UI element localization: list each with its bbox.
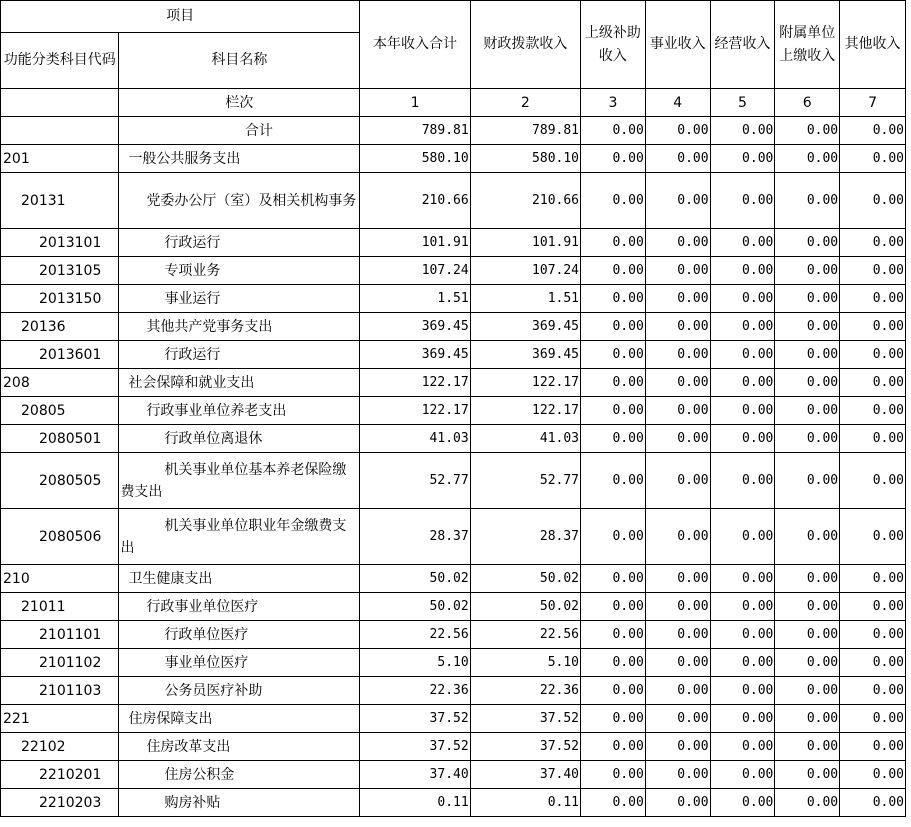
amount-cell: 0.00 xyxy=(840,649,906,677)
amount-cell: 0.00 xyxy=(710,173,775,229)
table-body xyxy=(1,1,906,817)
column-index-label: 栏次 xyxy=(119,89,360,117)
amount-cell: 0.00 xyxy=(840,229,906,257)
table-row xyxy=(1,789,906,817)
amount-cell: 0.00 xyxy=(775,397,840,425)
amount-cell: 369.45 xyxy=(360,313,470,341)
function-code-cell: 21011 xyxy=(1,593,119,621)
amount-cell: 22.36 xyxy=(360,677,470,705)
table-row xyxy=(1,285,906,313)
amount-cell: 0.00 xyxy=(645,621,710,649)
amount-cell: 101.91 xyxy=(470,229,580,257)
subject-name-header: 科目名称 xyxy=(119,33,360,89)
subject-name-cell: 行政事业单位养老支出 xyxy=(119,397,360,425)
amount-cell: 37.52 xyxy=(360,705,470,733)
other-income-header: 其他收入 xyxy=(840,1,906,89)
amount-cell: 369.45 xyxy=(470,313,580,341)
table-row xyxy=(1,509,906,565)
table-row xyxy=(1,705,906,733)
superior-subsidy-header: 上级补助收入 xyxy=(581,1,646,89)
subject-name-cell: 购房补贴 xyxy=(119,789,360,817)
amount-cell: 122.17 xyxy=(360,369,470,397)
function-code-cell: 2101101 xyxy=(1,621,119,649)
table-row xyxy=(1,677,906,705)
table-row xyxy=(1,229,906,257)
amount-cell: 0.00 xyxy=(840,621,906,649)
amount-cell: 0.00 xyxy=(840,677,906,705)
amount-cell: 0.00 xyxy=(775,733,840,761)
table-row xyxy=(1,369,906,397)
amount-cell: 0.00 xyxy=(581,593,646,621)
column-index-code-cell xyxy=(1,89,119,117)
amount-cell: 52.77 xyxy=(360,453,470,509)
subject-name-cell: 公务员医疗补助 xyxy=(119,677,360,705)
subject-name-cell: 合计 xyxy=(119,117,360,145)
amount-cell: 0.00 xyxy=(645,761,710,789)
amount-cell: 210.66 xyxy=(360,173,470,229)
column-number: 6 xyxy=(775,89,840,117)
column-number: 4 xyxy=(645,89,710,117)
amount-cell: 0.00 xyxy=(775,145,840,173)
amount-cell: 580.10 xyxy=(470,145,580,173)
column-index-row xyxy=(1,89,906,117)
subject-name-cell: 事业单位医疗 xyxy=(119,649,360,677)
amount-cell: 41.03 xyxy=(470,425,580,453)
amount-cell: 0.00 xyxy=(840,705,906,733)
amount-cell: 0.00 xyxy=(581,145,646,173)
amount-cell: 0.00 xyxy=(581,789,646,817)
function-code-cell: 221 xyxy=(1,705,119,733)
operating-income-header: 经营收入 xyxy=(710,1,775,89)
function-code-cell: 210 xyxy=(1,565,119,593)
amount-cell: 0.00 xyxy=(775,117,840,145)
subject-name-cell: 行政运行 xyxy=(119,229,360,257)
amount-cell: 0.00 xyxy=(581,285,646,313)
amount-cell: 50.02 xyxy=(360,565,470,593)
amount-cell: 0.00 xyxy=(581,733,646,761)
amount-cell: 0.00 xyxy=(840,257,906,285)
amount-cell: 0.00 xyxy=(710,677,775,705)
amount-cell: 0.00 xyxy=(645,789,710,817)
amount-cell: 0.00 xyxy=(645,117,710,145)
amount-cell: 0.11 xyxy=(360,789,470,817)
amount-cell: 0.00 xyxy=(581,369,646,397)
column-number: 2 xyxy=(470,89,580,117)
amount-cell: 37.40 xyxy=(360,761,470,789)
amount-cell: 0.00 xyxy=(775,565,840,593)
amount-cell: 0.00 xyxy=(775,509,840,565)
function-code-cell: 2080506 xyxy=(1,509,119,565)
function-code-cell: 2013105 xyxy=(1,257,119,285)
amount-cell: 0.00 xyxy=(645,341,710,369)
column-number: 5 xyxy=(710,89,775,117)
function-code-cell: 20131 xyxy=(1,173,119,229)
amount-cell: 0.00 xyxy=(775,369,840,397)
subject-name-cell: 住房公积金 xyxy=(119,761,360,789)
table-row xyxy=(1,173,906,229)
subject-name-cell: 行政运行 xyxy=(119,341,360,369)
amount-cell: 0.00 xyxy=(645,509,710,565)
amount-cell: 37.52 xyxy=(470,733,580,761)
amount-cell: 0.00 xyxy=(710,369,775,397)
amount-cell: 0.00 xyxy=(645,733,710,761)
amount-cell: 0.00 xyxy=(645,677,710,705)
function-code-cell: 2101103 xyxy=(1,677,119,705)
function-code-header: 功能分类科目代码 xyxy=(1,33,119,89)
amount-cell: 0.00 xyxy=(710,733,775,761)
amount-cell: 0.00 xyxy=(710,705,775,733)
amount-cell: 0.00 xyxy=(710,341,775,369)
amount-cell: 0.00 xyxy=(775,313,840,341)
subject-name-cell: 机关事业单位职业年金缴费支出 xyxy=(119,509,360,565)
amount-cell: 0.00 xyxy=(840,425,906,453)
subject-name-cell: 专项业务 xyxy=(119,257,360,285)
table-row xyxy=(1,621,906,649)
amount-cell: 0.00 xyxy=(840,593,906,621)
amount-cell: 0.00 xyxy=(710,229,775,257)
amount-cell: 0.00 xyxy=(581,173,646,229)
amount-cell: 1.51 xyxy=(470,285,580,313)
amount-cell: 50.02 xyxy=(470,565,580,593)
total-income-header: 本年收入合计 xyxy=(360,1,470,89)
amount-cell: 0.00 xyxy=(645,649,710,677)
column-number: 1 xyxy=(360,89,470,117)
amount-cell: 0.00 xyxy=(840,285,906,313)
amount-cell: 28.37 xyxy=(470,509,580,565)
amount-cell: 37.52 xyxy=(470,705,580,733)
amount-cell: 0.00 xyxy=(775,229,840,257)
amount-cell: 0.00 xyxy=(581,397,646,425)
table-row xyxy=(1,761,906,789)
table-row xyxy=(1,649,906,677)
amount-cell: 0.00 xyxy=(710,593,775,621)
amount-cell: 0.00 xyxy=(645,453,710,509)
amount-cell: 0.00 xyxy=(581,313,646,341)
amount-cell: 0.00 xyxy=(710,397,775,425)
amount-cell: 0.00 xyxy=(775,705,840,733)
function-code-cell: 208 xyxy=(1,369,119,397)
amount-cell: 0.00 xyxy=(840,313,906,341)
column-number: 3 xyxy=(581,89,646,117)
function-code-cell xyxy=(1,117,119,145)
subject-name-cell: 社会保障和就业支出 xyxy=(119,369,360,397)
subject-name-cell: 行政事业单位医疗 xyxy=(119,593,360,621)
amount-cell: 122.17 xyxy=(470,397,580,425)
amount-cell: 37.40 xyxy=(470,761,580,789)
amount-cell: 0.00 xyxy=(581,453,646,509)
function-code-cell: 2210201 xyxy=(1,761,119,789)
amount-cell: 22.36 xyxy=(470,677,580,705)
table-row xyxy=(1,453,906,509)
amount-cell: 101.91 xyxy=(360,229,470,257)
amount-cell: 0.00 xyxy=(840,733,906,761)
table-row xyxy=(1,565,906,593)
amount-cell: 0.00 xyxy=(645,565,710,593)
amount-cell: 0.00 xyxy=(581,761,646,789)
amount-cell: 5.10 xyxy=(360,649,470,677)
amount-cell: 1.51 xyxy=(360,285,470,313)
fiscal-allocation-header: 财政拨款收入 xyxy=(470,1,580,89)
amount-cell: 0.00 xyxy=(710,145,775,173)
amount-cell: 789.81 xyxy=(470,117,580,145)
amount-cell: 52.77 xyxy=(470,453,580,509)
table-row xyxy=(1,313,906,341)
function-code-cell: 201 xyxy=(1,145,119,173)
table-row xyxy=(1,397,906,425)
amount-cell: 0.00 xyxy=(581,649,646,677)
amount-cell: 0.00 xyxy=(645,285,710,313)
amount-cell: 0.00 xyxy=(775,453,840,509)
function-code-cell: 2080505 xyxy=(1,453,119,509)
business-income-header: 事业收入 xyxy=(645,1,710,89)
function-code-cell: 22102 xyxy=(1,733,119,761)
amount-cell: 0.00 xyxy=(840,789,906,817)
amount-cell: 0.00 xyxy=(840,173,906,229)
amount-cell: 0.00 xyxy=(840,145,906,173)
amount-cell: 0.00 xyxy=(581,705,646,733)
amount-cell: 22.56 xyxy=(360,621,470,649)
function-code-cell: 20805 xyxy=(1,397,119,425)
amount-cell: 0.00 xyxy=(645,257,710,285)
amount-cell: 0.00 xyxy=(840,565,906,593)
amount-cell: 369.45 xyxy=(470,341,580,369)
amount-cell: 789.81 xyxy=(360,117,470,145)
amount-cell: 0.00 xyxy=(645,369,710,397)
amount-cell: 5.10 xyxy=(470,649,580,677)
function-code-cell: 2013101 xyxy=(1,229,119,257)
table-row xyxy=(1,257,906,285)
amount-cell: 0.00 xyxy=(645,705,710,733)
subject-name-cell: 住房改革支出 xyxy=(119,733,360,761)
amount-cell: 22.56 xyxy=(470,621,580,649)
amount-cell: 0.00 xyxy=(775,761,840,789)
item-header: 项目 xyxy=(1,1,360,33)
amount-cell: 0.00 xyxy=(840,453,906,509)
amount-cell: 0.00 xyxy=(645,173,710,229)
amount-cell: 107.24 xyxy=(360,257,470,285)
subject-name-cell: 机关事业单位基本养老保险缴费支出 xyxy=(119,453,360,509)
subject-name-cell: 行政单位医疗 xyxy=(119,621,360,649)
amount-cell: 0.00 xyxy=(581,425,646,453)
amount-cell: 0.11 xyxy=(470,789,580,817)
amount-cell: 0.00 xyxy=(581,229,646,257)
subject-name-cell: 党委办公厅（室）及相关机构事务 xyxy=(119,173,360,229)
function-code-cell: 2210203 xyxy=(1,789,119,817)
amount-cell: 0.00 xyxy=(775,789,840,817)
amount-cell: 0.00 xyxy=(775,621,840,649)
table-row xyxy=(1,593,906,621)
amount-cell: 0.00 xyxy=(775,285,840,313)
table-row xyxy=(1,145,906,173)
header-row-top xyxy=(1,1,906,33)
amount-cell: 0.00 xyxy=(645,145,710,173)
amount-cell: 0.00 xyxy=(710,285,775,313)
amount-cell: 0.00 xyxy=(710,117,775,145)
amount-cell: 0.00 xyxy=(840,397,906,425)
amount-cell: 0.00 xyxy=(581,565,646,593)
amount-cell: 0.00 xyxy=(645,229,710,257)
subject-name-cell: 卫生健康支出 xyxy=(119,565,360,593)
amount-cell: 107.24 xyxy=(470,257,580,285)
amount-cell: 0.00 xyxy=(840,341,906,369)
amount-cell: 0.00 xyxy=(581,621,646,649)
amount-cell: 0.00 xyxy=(710,509,775,565)
amount-cell: 0.00 xyxy=(645,593,710,621)
subject-name-cell: 事业运行 xyxy=(119,285,360,313)
amount-cell: 0.00 xyxy=(581,677,646,705)
amount-cell: 0.00 xyxy=(710,453,775,509)
column-number: 7 xyxy=(840,89,906,117)
function-code-cell: 2080501 xyxy=(1,425,119,453)
amount-cell: 0.00 xyxy=(840,509,906,565)
table-row xyxy=(1,341,906,369)
amount-cell: 37.52 xyxy=(360,733,470,761)
amount-cell: 369.45 xyxy=(360,341,470,369)
function-code-cell: 20136 xyxy=(1,313,119,341)
amount-cell: 0.00 xyxy=(710,649,775,677)
function-code-cell: 2101102 xyxy=(1,649,119,677)
amount-cell: 0.00 xyxy=(645,313,710,341)
amount-cell: 122.17 xyxy=(470,369,580,397)
amount-cell: 0.00 xyxy=(710,425,775,453)
amount-cell: 28.37 xyxy=(360,509,470,565)
amount-cell: 122.17 xyxy=(360,397,470,425)
amount-cell: 0.00 xyxy=(581,117,646,145)
amount-cell: 0.00 xyxy=(581,341,646,369)
amount-cell: 0.00 xyxy=(775,173,840,229)
amount-cell: 0.00 xyxy=(710,313,775,341)
amount-cell: 0.00 xyxy=(775,593,840,621)
amount-cell: 0.00 xyxy=(581,509,646,565)
amount-cell: 0.00 xyxy=(840,369,906,397)
amount-cell: 0.00 xyxy=(581,257,646,285)
amount-cell: 41.03 xyxy=(360,425,470,453)
amount-cell: 0.00 xyxy=(775,649,840,677)
subject-name-cell: 住房保障支出 xyxy=(119,705,360,733)
amount-cell: 210.66 xyxy=(470,173,580,229)
amount-cell: 0.00 xyxy=(775,677,840,705)
amount-cell: 0.00 xyxy=(840,761,906,789)
amount-cell: 0.00 xyxy=(710,621,775,649)
table-row xyxy=(1,425,906,453)
subject-name-cell: 行政单位离退休 xyxy=(119,425,360,453)
table-row xyxy=(1,733,906,761)
amount-cell: 50.02 xyxy=(360,593,470,621)
affiliated-income-header: 附属单位上缴收入 xyxy=(775,1,840,89)
subject-name-cell: 一般公共服务支出 xyxy=(119,145,360,173)
amount-cell: 0.00 xyxy=(710,789,775,817)
amount-cell: 0.00 xyxy=(840,117,906,145)
amount-cell: 0.00 xyxy=(775,425,840,453)
subject-name-cell: 其他共产党事务支出 xyxy=(119,313,360,341)
amount-cell: 0.00 xyxy=(645,397,710,425)
amount-cell: 580.10 xyxy=(360,145,470,173)
amount-cell: 50.02 xyxy=(470,593,580,621)
amount-cell: 0.00 xyxy=(710,257,775,285)
function-code-cell: 2013601 xyxy=(1,341,119,369)
amount-cell: 0.00 xyxy=(710,565,775,593)
amount-cell: 0.00 xyxy=(775,257,840,285)
table-row xyxy=(1,117,906,145)
amount-cell: 0.00 xyxy=(775,341,840,369)
amount-cell: 0.00 xyxy=(710,761,775,789)
amount-cell: 0.00 xyxy=(645,425,710,453)
function-code-cell: 2013150 xyxy=(1,285,119,313)
